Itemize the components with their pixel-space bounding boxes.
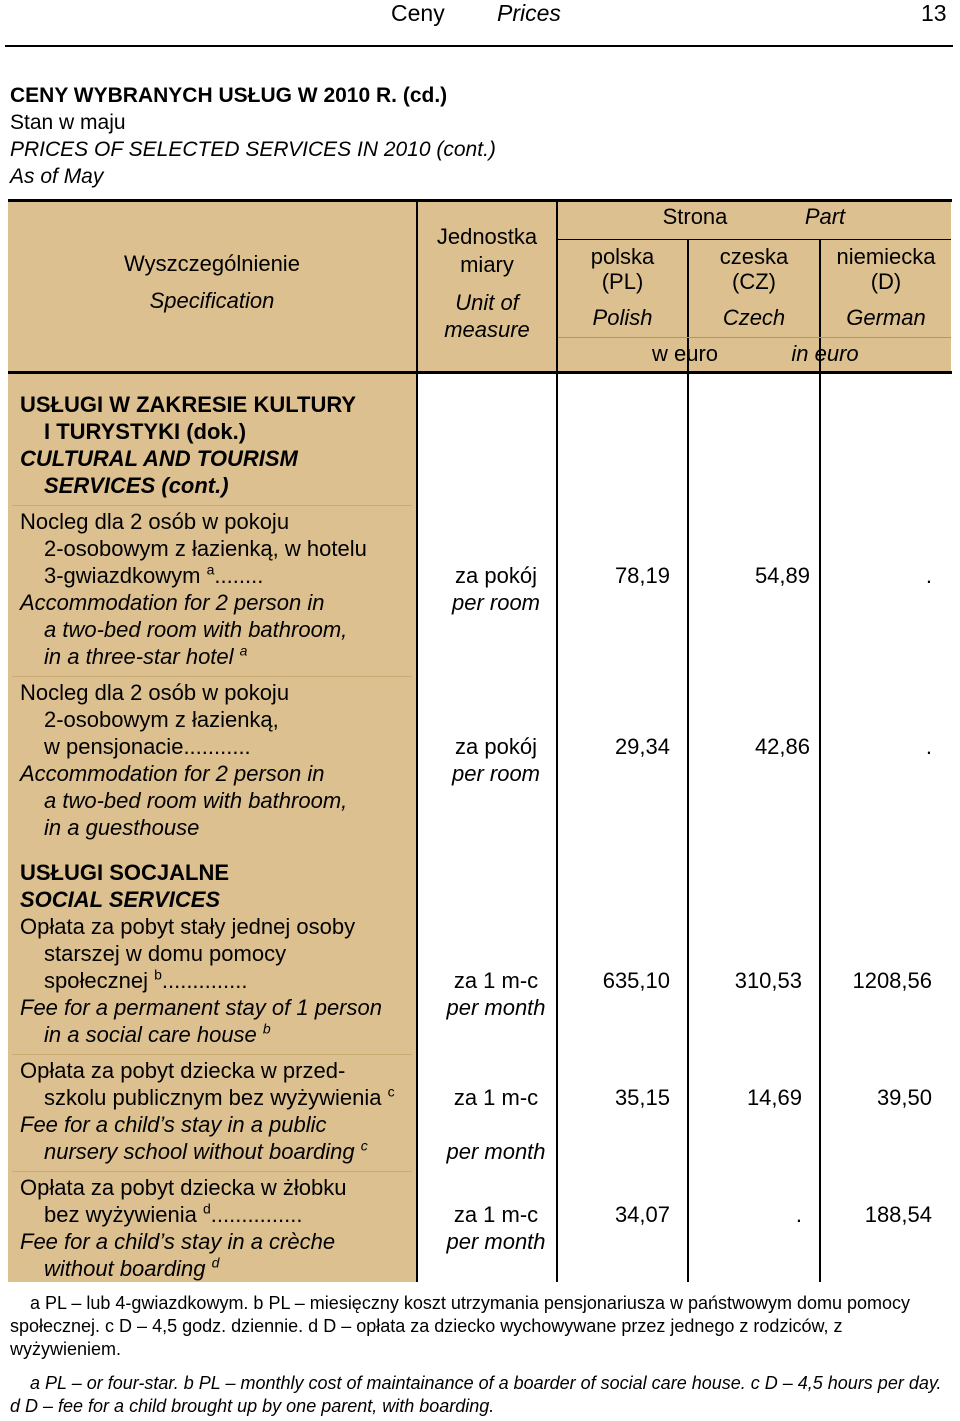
header-unit-pl-1: Jednostka bbox=[436, 224, 538, 249]
table-subtitle-pl: Stan w maju bbox=[10, 111, 126, 134]
footnotes-en: a PL – or four-star. b PL – monthly cost of maintainance of a boarder of social care house. c D – 4,5 hours per day. d D – fee for a child brought up by one parent, with boarding. bbox=[10, 1373, 942, 1416]
divider-currency bbox=[558, 337, 951, 338]
row-separator bbox=[12, 1171, 412, 1172]
header-rule bbox=[5, 45, 953, 47]
row4-spec-pl-2: szkolu publicznym bez wyżywienia $^c$ bbox=[44, 1083, 395, 1110]
row1-spec-en-3: in a three-star hotel $^a$ bbox=[44, 642, 248, 669]
section-culture-en-2: SERVICES (cont.) bbox=[44, 473, 229, 498]
row4-unit-pl: za 1 m-c bbox=[453, 1085, 539, 1110]
divider-spec-unit bbox=[416, 200, 418, 1282]
header-spec-en: Specification bbox=[149, 288, 275, 313]
row-separator bbox=[12, 676, 412, 677]
row2-unit-en: per room bbox=[451, 761, 541, 786]
divider-pl-cz bbox=[687, 240, 689, 1282]
row5-spec-pl-1: Opłata za pobyt dziecka w żłobku bbox=[20, 1175, 347, 1200]
header-pl-en: Polish bbox=[592, 305, 653, 330]
header-unit-en-2: measure bbox=[444, 317, 530, 342]
row-separator bbox=[12, 505, 412, 506]
header-party-en: Part bbox=[804, 204, 846, 229]
row5-spec-en-2: without boarding $^d$ bbox=[44, 1254, 220, 1281]
row5-value-de: 188,54 bbox=[864, 1202, 932, 1227]
row2-spec-pl-3: w pensjonacie........... bbox=[44, 734, 251, 759]
row3-spec-pl-3: społecznej $^b$.............. bbox=[44, 966, 248, 993]
header-de-2: (D) bbox=[870, 269, 902, 294]
row5-unit-pl: za 1 m-c bbox=[453, 1202, 539, 1227]
divider-party-subheader bbox=[558, 239, 951, 240]
table-title-block bbox=[10, 82, 496, 190]
page-number: 13 bbox=[921, 0, 947, 26]
row2-unit-pl: za pokój bbox=[455, 734, 537, 759]
header-cz-1: czeska bbox=[719, 244, 789, 269]
row5-unit-en: per month bbox=[446, 1229, 546, 1254]
row3-spec-pl-2: starszej w domu pomocy bbox=[44, 941, 287, 966]
row5-value-cz: . bbox=[795, 1202, 802, 1227]
header-bottom-rule bbox=[8, 371, 952, 374]
row1-spec-en-2: a two-bed room with bathroom, bbox=[44, 617, 348, 642]
page-header bbox=[0, 0, 960, 30]
row-separator bbox=[12, 1054, 412, 1055]
section-culture-pl-1: USŁUGI W ZAKRESIE KULTURY bbox=[20, 392, 357, 417]
row5-value-pl: 34,07 bbox=[614, 1202, 670, 1227]
section-social-pl: USŁUGI SOCJALNE bbox=[20, 860, 230, 885]
row5-spec-pl-2: bez wyżywienia $^d$............... bbox=[44, 1200, 303, 1227]
row2-spec-en-1: Accommodation for 2 person in bbox=[20, 761, 325, 786]
row5-spec-en-1: Fee for a child’s stay in a crèche bbox=[20, 1229, 336, 1254]
row1-spec-pl-2: 2-osobowym z łazienką, w hotelu bbox=[44, 536, 367, 561]
section-social-en: SOCIAL SERVICES bbox=[20, 887, 221, 912]
row1-spec-en-1: Accommodation for 2 person in bbox=[20, 590, 325, 615]
header-cz-2: (CZ) bbox=[732, 269, 776, 294]
header-title-en: Prices bbox=[497, 0, 561, 26]
header-unit-en-1: Unit of bbox=[455, 290, 519, 315]
table-subtitle-en: As of May bbox=[10, 165, 104, 188]
row1-value-cz: 54,89 bbox=[754, 563, 810, 588]
row1-value-de: . bbox=[925, 563, 932, 588]
table-title-pl: CENY WYBRANYCH USŁUG W 2010 R. (cd.) bbox=[10, 84, 448, 107]
row2-value-cz: 42,86 bbox=[754, 734, 810, 759]
row4-value-de: 39,50 bbox=[876, 1085, 932, 1110]
header-unit-pl-2: miary bbox=[460, 252, 514, 277]
row4-value-pl: 35,15 bbox=[614, 1085, 670, 1110]
row3-value-cz: 310,53 bbox=[734, 968, 802, 993]
row3-unit-pl: za 1 m-c bbox=[453, 968, 539, 993]
row1-spec-pl-1: Nocleg dla 2 osób w pokoju bbox=[20, 509, 290, 534]
header-party-pl: Strona bbox=[662, 204, 728, 229]
section-culture-en-1: CULTURAL AND TOURISM bbox=[20, 446, 298, 471]
row1-unit-pl: za pokój bbox=[455, 563, 537, 588]
row3-value-de: 1208,56 bbox=[852, 968, 932, 993]
row2-spec-pl-2: 2-osobowym z łazienką, bbox=[44, 707, 279, 732]
row2-value-pl: 29,34 bbox=[614, 734, 670, 759]
divider-cz-de bbox=[819, 240, 821, 1282]
header-title-pl: Ceny bbox=[391, 0, 445, 26]
header-spec-pl: Wyszczególnienie bbox=[124, 251, 300, 276]
row3-spec-en-1: Fee for a permanent stay of 1 person bbox=[20, 995, 382, 1020]
row4-value-cz: 14,69 bbox=[746, 1085, 802, 1110]
row4-unit-en: per month bbox=[446, 1139, 546, 1164]
header-pl-2: (PL) bbox=[601, 269, 644, 294]
row2-spec-en-3: in a guesthouse bbox=[44, 815, 200, 840]
header-currency-en: in euro bbox=[791, 341, 859, 366]
row1-spec-pl-3: 3-gwiazdkowym $^a$........ bbox=[44, 561, 264, 588]
header-cz-en: Czech bbox=[722, 305, 786, 330]
footnotes-pl: a PL – lub 4-gwiazdkowym. b PL – miesięczny koszt utrzymania pensjonariusza w państwowym domu pomocy społecznej. c D – 4,5 godz. dziennie. d D – opłata za dziecko wychowywane przez jednego z rodziców, z wyżywieniem. bbox=[10, 1293, 911, 1359]
row1-value-pl: 78,19 bbox=[614, 563, 670, 588]
row1-unit-en: per room bbox=[451, 590, 541, 615]
row4-spec-pl-1: Opłata za pobyt dziecka w przed- bbox=[20, 1058, 346, 1083]
row2-spec-en-2: a two-bed room with bathroom, bbox=[44, 788, 348, 813]
row3-spec-en-2: in a social care house $^b$ bbox=[44, 1020, 271, 1047]
header-pl-1: polska bbox=[590, 244, 655, 269]
row3-value-pl: 635,10 bbox=[602, 968, 670, 993]
table-title-en: PRICES OF SELECTED SERVICES IN 2010 (cont.) bbox=[10, 138, 496, 161]
row4-spec-en-1: Fee for a child’s stay in a public bbox=[20, 1112, 327, 1137]
row3-spec-pl-1: Opłata za pobyt stały jednej osoby bbox=[20, 914, 356, 939]
table-top-rule bbox=[8, 199, 952, 202]
row2-value-de: . bbox=[925, 734, 932, 759]
section-culture-pl-2: I TURYSTYKI (dok.) bbox=[44, 419, 247, 444]
header-de-en: German bbox=[846, 305, 926, 330]
header-currency-pl: w euro bbox=[651, 341, 719, 366]
row4-spec-en-2: nursery school without boarding $^c$ bbox=[44, 1137, 368, 1164]
row3-unit-en: per month bbox=[446, 995, 546, 1020]
row2-spec-pl-1: Nocleg dla 2 osób w pokoju bbox=[20, 680, 290, 705]
header-de-1: niemiecka bbox=[836, 244, 936, 269]
